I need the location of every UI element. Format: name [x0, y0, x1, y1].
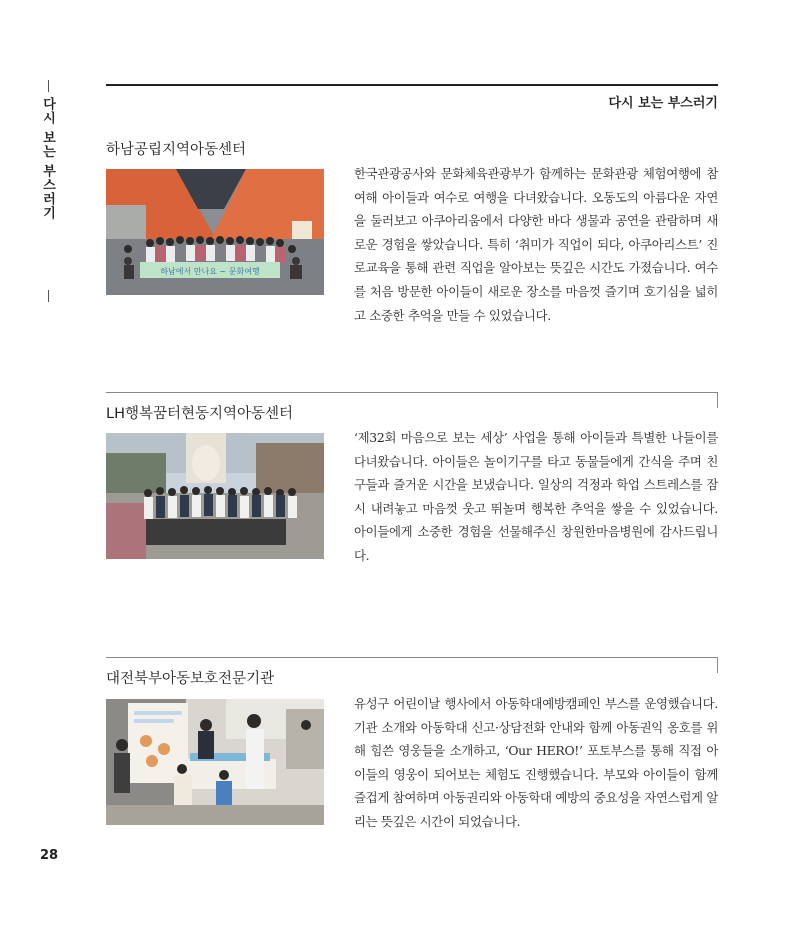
side-tab-label: 다시 보는 부스러기 [40, 97, 55, 221]
entry-2-org-name: LH행복꿈터현동지역아동센터 [106, 406, 294, 422]
entry-1-text: 한국관광공사와 문화체육관광부가 함께하는 문화관광 체험여행에 참여해 아이들과 여수로 여행을 다녀왔습니다. 오동도의 아름다운 자연을 둘러보고 아쿠아리움에서 다양한 바다 생물과 공연을 관람하며 새로운 경험을 쌓았습니다. 특히 ‘취미가 직업이 되다, 아쿠아리스트’ 진로교육을 통해 관련 직업을 알아보는 뜻깊은 시간도 가졌습니다. 여수를 처음 방문한 아이들이 새로운 장소를 마음껏 즐기며 호기심을 넓히고 소중한 추억을 만들 수 있었습니다. [354, 166, 718, 323]
entry-3-rule-tick [717, 657, 718, 673]
entry-2-text: ‘제32회 마음으로 보는 세상’ 사업을 통해 아이들과 특별한 나들이를 다녀왔습니다. 아이들은 놀이기구를 타고 동물들에게 간식을 주며 친구들과 즐거운 시간을 보냈습니다. 일상의 걱정과 학업 스트레스를 잠시 내려놓고 마음껏 웃고 뛰놀며 행복한 추억을 쌓을 수 있었습니다. 아이들에게 소중한 경험을 선물해주신 창원한마음병원에 감사드립니다. [354, 430, 718, 563]
header-rule [106, 84, 718, 86]
page-number: 28 [40, 848, 59, 863]
side-tab-tick-bottom [48, 290, 49, 302]
entry-1-photo [106, 169, 324, 295]
entry-3-photo [106, 699, 324, 825]
section-title: 다시 보는 부스러기 [608, 96, 718, 111]
side-tab-tick-top [48, 80, 49, 92]
entry-2-rule [106, 392, 718, 393]
entry-1-org-name: 하남공립지역아동센터 [106, 142, 247, 158]
entry-3-rule [106, 657, 718, 658]
entry-3-text: 유성구 어린이날 행사에서 아동학대예방캠페인 부스를 운영했습니다. 기관 소개와 아동학대 신고·상담전화 안내와 함께 아동권익 옹호를 위해 힘쓴 영웅들을 소개하고, ‘Our HERO!’ 포토부스를 통해 직접 아이들의 영웅이 되어보는 체험도 진행했습니다. 부모와 아이들이 함께 즐겁게 참여하며 아동권리와 아동학대 예방의 중요성을 자연스럽게 알리는 뜻깊은 시간이 되었습니다. [354, 696, 718, 829]
entry-1-photo-banner: 하남에서 만나요 ~ 문화여행 [160, 267, 260, 276]
entry-3-org-name: 대전북부아동보호전문기관 [106, 671, 275, 687]
entry-2-rule-tick [717, 392, 718, 408]
entry-2-photo [106, 433, 324, 559]
